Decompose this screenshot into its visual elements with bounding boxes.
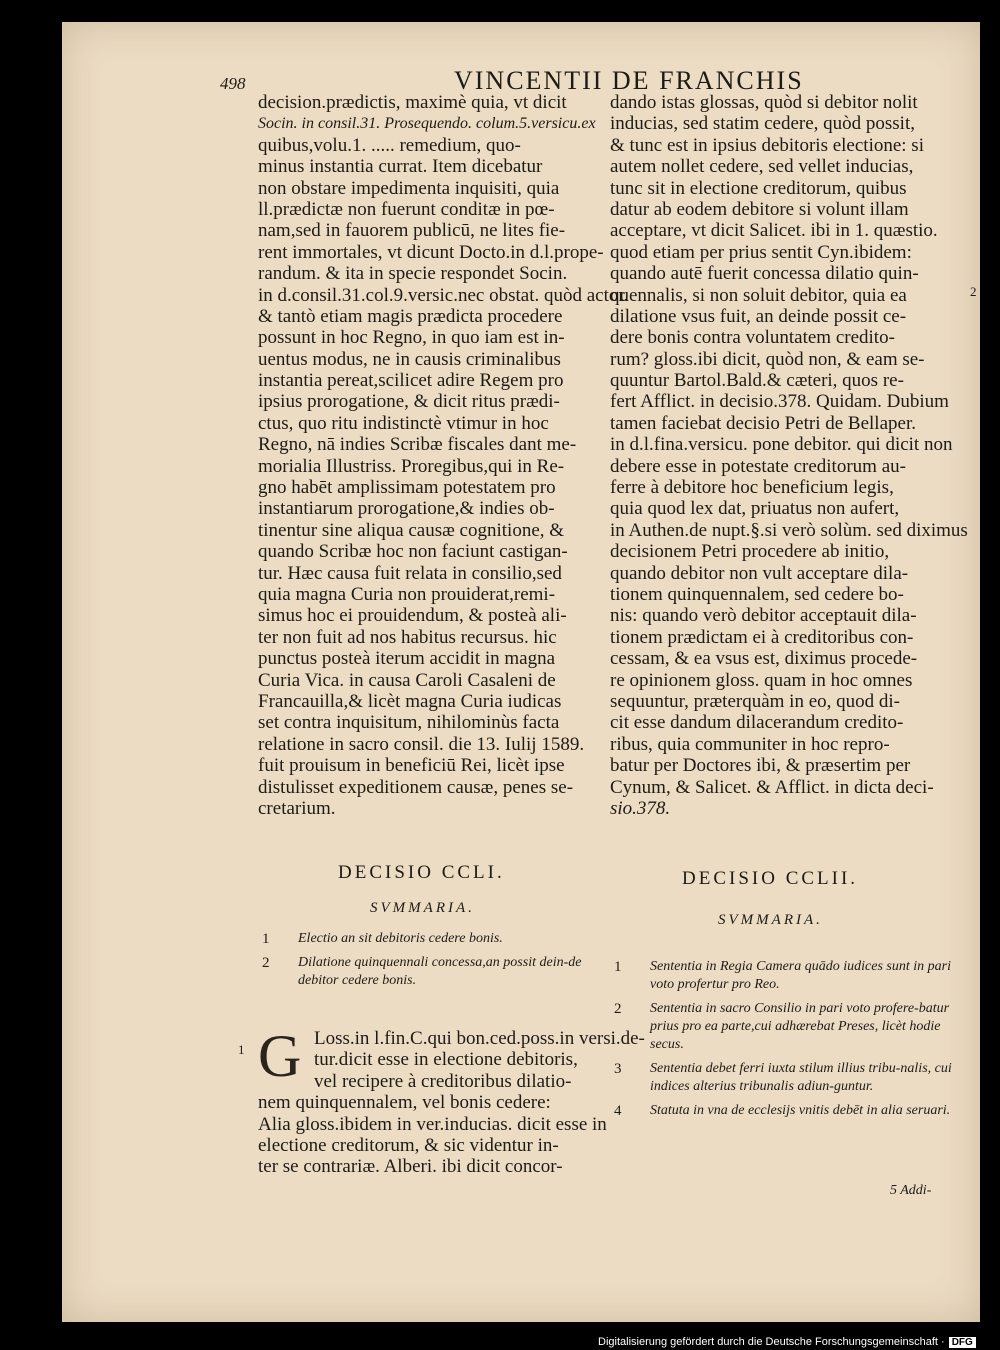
text-line: tunc sit in electione creditorum, quibus [610,177,907,199]
text-line: gno habēt amplissimam potestatem pro [258,477,556,499]
book-page [62,22,980,1322]
decisio-251-body [258,1023,645,1178]
text-line: decisionem Petri procedere ab initio, [610,541,890,563]
text-line: rum? gloss.ibi dicit, quòd non, & eam se- [610,348,925,370]
running-title: VINCENTII DE FRANCHIS [454,66,804,95]
summaria-item [614,1000,954,1054]
text-line: electione creditorum, & sic videntur in- [258,1134,559,1156]
summaria-number: 3 [614,1061,622,1077]
summaria-text: Electio an sit debitoris cedere bonis. [298,931,503,946]
text-line: ctus, quo ritu indistinctè vtimur in hoc [258,412,549,434]
summaria-text: Sententia in Regia Camera quādo iudices sunt in pari voto profertur pro Reo. [650,959,951,992]
dfg-logo: DFG [949,1337,976,1348]
text-line: instantiarum prorogatione,& indies ob- [258,498,555,520]
text-line: sequuntur, præterquàm in eo, quod di- [610,690,900,712]
text-line: Socin. in consil.31. Prosequendo. colum.5.versicu.ex [258,115,596,133]
text-line: Alia gloss.ibidem in ver.inducias. dicit esse in [258,1113,607,1135]
decisio-251-summaria [262,930,602,996]
margin-note-number: 2 [970,284,977,299]
text-line: set contra inquisitum, nihilominùs facta [258,712,560,734]
text-line: ter non fuit ad nos habitus recursus. hic [258,626,557,648]
decisio-252-title: DECISIO CCLII. [682,868,859,889]
summaria-text: Statuta in vna de ecclesijs vnitis debēt in alia seruari. [650,1103,951,1118]
text-line: tur.dicit esse in electione debitoris, [314,1049,578,1071]
right-column [610,92,968,819]
text-line: nam,sed in fauorem publicū, ne lites fie- [258,220,566,242]
text-line: simus hoc ei prouidendum, & posteà ali- [258,605,567,627]
text-line: possunt in hoc Regno, in quo iam est in- [258,327,565,349]
text-line: dere bonis contra voluntatem credito- [610,327,895,349]
text-line: ll.prædictæ non fuerunt conditæ in pœ- [258,198,555,220]
text-line: rent immortales, vt dicunt Docto.in d.l.prope- [258,241,604,263]
text-line: dando istas glossas, quòd si debitor nolit [610,92,918,113]
summaria-text: Sententia debet ferri iuxta stilum illius tribu-nalis, cui indices alterius tribunalis adiun-guntur. [650,1061,952,1094]
text-line: quia magna Curia non prouiderat,remi- [258,583,556,605]
text-line: in d.consil.31.col.9.versic.nec obstat. quòd actor. [258,284,629,306]
text-line: debere esse in potestate creditorum au- [610,455,906,477]
text-line: quando autē fuerit concessa dilatio quin- [610,263,919,285]
summaria-number: 4 [614,1103,622,1119]
text-line: ribus, quia communiter in hoc repro- [610,733,890,755]
decisio-252-summaria-heading: SVMMARIA. [718,912,823,928]
text-line: instantia pereat,scilicet adire Regem pro [258,370,564,392]
text-line: quennalis, si non soluit debitor, quia ea [610,284,907,306]
text-line: uentus modus, ne in causis criminalibus [258,348,561,370]
summaria-number: 1 [262,931,270,947]
text-line: tur. Hæc causa fuit relata in consilio,sed [258,562,562,584]
text-line: in Authen.de nupt.§.si verò solùm. sed diximus [610,519,968,541]
text-line: nis: quando verò debitor acceptauit dila- [610,605,917,627]
text-line: vel recipere à creditoribus dilatio- [314,1070,572,1092]
margin-note-number: 1 [238,1042,245,1057]
footer-text: Digitalisierung gefördert durch die Deutsche Forschungsgemeinschaft · [598,1336,945,1348]
text-line: non obstare impedimenta inquisiti, quia [258,177,560,199]
summaria-item [614,1060,954,1096]
text-line: decision.prædictis, maximè quia, vt dicit [258,92,567,113]
decisio-251-title: DECISIO CCLI. [338,862,505,883]
summaria-text: Dilatione quinquennali concessa,an possit dein-de debitor cedere bonis. [298,955,582,988]
text-line: quando debitor non vult acceptare dila- [610,562,909,584]
text-line: cessam, & ea vsus est, diximus procede- [610,648,918,670]
summaria-number: 1 [614,959,622,975]
text-line: distulisset expeditionem causæ, penes se- [258,776,574,798]
text-line: morialia Illustriss. Proregibus,qui in Re- [258,455,565,477]
text-line: ter se contrariæ. Alberi. ibi dicit concor- [258,1156,563,1178]
text-line: datur ab eodem debitore si volunt illam [610,198,909,220]
decisio-252-summaria [614,958,954,1126]
summaria-item [614,1102,954,1120]
text-line: fert Afflict. in decisio.378. Quidam. Dubium [610,391,949,413]
summaria-item [262,930,602,948]
text-line: & tantò etiam magis prædicta procedere [258,305,563,327]
text-line: Regno, nā indies Scribæ fiscales dant me- [258,434,577,456]
text-line: dilatione vsus fuit, an deinde possit ce- [610,305,907,327]
catchword: 5 Addi- [890,1183,932,1198]
text-line: re opinionem gloss. quam in hoc omnes [610,669,913,691]
text-line: fuit prouisum in beneficiū Rei, licèt ipse [258,755,565,777]
text-line: quuntur Bartol.Bald.& cæteri, quos re- [610,370,904,392]
text-line: Loss.in l.fin.C.qui bon.ced.poss.in versi.de- [314,1028,645,1049]
text-line: randum. & ita in specie respondet Socin. [258,263,568,285]
text-line: cretarium. [258,797,336,819]
text-line: sio.378. [610,797,671,819]
text-line: batur per Doctores ibi, & præsertim per [610,755,911,777]
text-line: tinentur sine aliqua causæ cognitione, & [258,519,565,541]
text-line: nem quinquennalem, vel bonis cedere: [258,1092,551,1114]
text-line: in d.l.fina.versicu. pone debitor. qui dicit non [610,434,953,456]
text-line: inducias, sed statim cedere, quòd possit, [610,113,915,135]
left-column [258,92,629,819]
text-line: quando Scribæ hoc non faciunt castigan- [258,541,568,563]
text-line: acceptare, vt dicit Salicet. ibi in 1. quæstio. [610,220,938,242]
text-line: quia quod lex dat, priuatus non aufert, [610,498,900,520]
text-line: tionem prædictam ei à creditoribus con- [610,626,914,648]
text-line: & tunc est in ipsius debitoris electione: si [610,134,924,156]
summaria-item [614,958,954,994]
summaria-number: 2 [262,955,270,971]
text-line: minus instantia currat. Item dicebatur [258,156,543,178]
text-line: quibus,volu.1. ..... remedium, quo- [258,134,521,156]
text-line: relatione in sacro consil. die 13. Iulij 1589. [258,733,585,755]
text-line: quod etiam per prius sentit Cyn.ibidem: [610,241,912,263]
text-line: ferre à debitore hoc beneficium legis, [610,477,894,499]
summaria-text: Sententia in sacro Consilio in pari voto profere-batur prius pro ea parte,cui adhærebat Preses, licèt hodie secus. [650,1001,950,1052]
text-line: Francauilla,& licèt magna Curia iudicas [258,690,562,712]
text-line: punctus posteà iterum accidit in magna [258,648,556,670]
text-line: ipsius prorogatione, & dicit ritus prædi- [258,391,560,413]
text-line: tionem quinquennalem, sed cedere bo- [610,583,904,605]
text-line: cit esse dandum dilacerandum credito- [610,712,904,734]
summaria-item [262,954,602,990]
text-line: autem nollet cedere, sed vellet inducias, [610,156,914,178]
drop-capital: G [258,1023,302,1089]
digitization-footer [598,1334,994,1350]
text-line: Cynum, & Salicet. & Afflict. in dicta deci- [610,776,934,798]
page-number: 498 [220,74,246,93]
text-line: Curia Vica. in causa Caroli Casaleni de [258,669,556,691]
text-line: tamen faciebat decisio Petri de Bellaper. [610,412,916,434]
summaria-number: 2 [614,1001,622,1017]
decisio-251-summaria-heading: SVMMARIA. [370,900,475,916]
